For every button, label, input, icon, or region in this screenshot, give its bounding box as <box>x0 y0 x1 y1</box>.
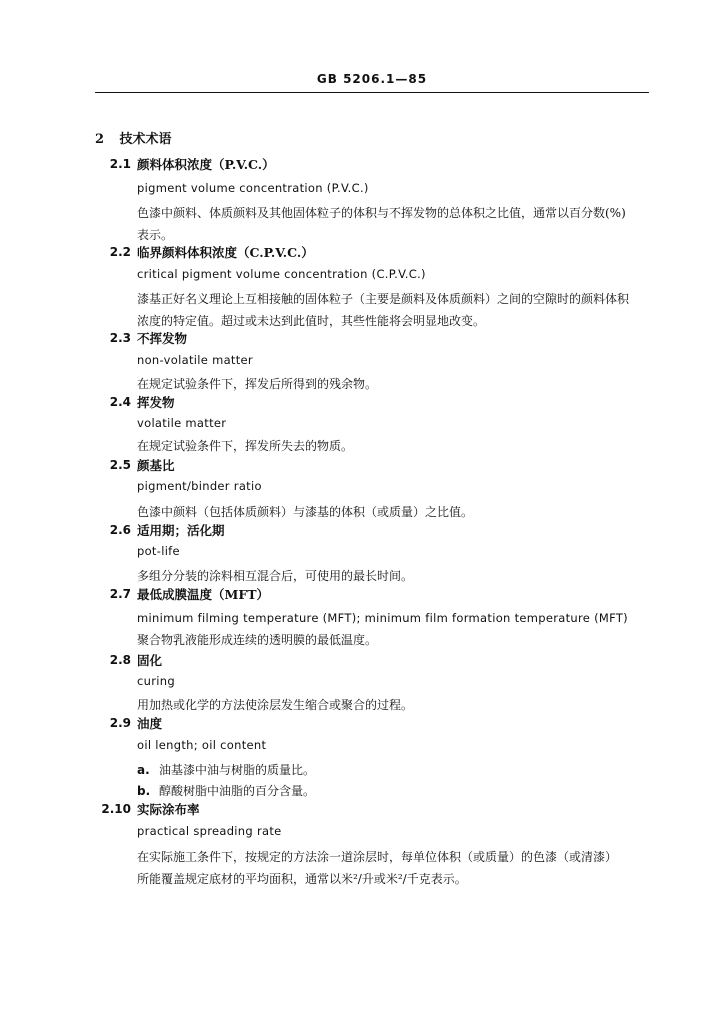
term-zh: 挥发物 <box>137 395 175 410</box>
section-number: 2 <box>95 132 105 147</box>
list-item <box>137 761 315 778</box>
term-definition-line: 色漆中颜料、体质颜料及其他固体粒子的体积与不挥发物的总体积之比值，通常以百分数(%) <box>137 206 626 220</box>
section-title-text: 技术术语 <box>119 132 172 147</box>
term-en: pigment volume concentration (P.V.C.) <box>137 181 369 195</box>
term-en: non-volatile matter <box>137 353 253 367</box>
term-number: 2.1 <box>109 157 131 171</box>
term-zh: 临界颜料体积浓度（C.P.V.C.） <box>137 245 314 260</box>
term-number: 2.3 <box>109 331 131 345</box>
list-item-label: b. <box>137 784 151 798</box>
list-item <box>137 782 315 799</box>
section-title <box>95 128 172 147</box>
term-zh: 油度 <box>137 716 163 731</box>
term-zh: 颜料体积浓度（P.V.C.） <box>137 157 275 172</box>
term-zh: 实际涂布率 <box>137 802 200 817</box>
term-definition-line: 色漆中颜料（包括体质颜料）与漆基的体积（或质量）之比值。 <box>137 505 474 519</box>
term-zh: 颜基比 <box>137 458 175 473</box>
header-rule <box>95 92 649 93</box>
term-number: 2.7 <box>109 587 131 601</box>
term-definition-line: 漆基正好名义理论上互相接触的固体粒子（主要是颜料及体质颜料）之间的空隙时的颜料体积 <box>137 292 630 306</box>
term-number: 2.4 <box>109 395 131 409</box>
term-number: 2.10 <box>101 802 131 816</box>
term-definition-line: 聚合物乳液能形成连续的透明膜的最低温度。 <box>137 633 378 647</box>
term-en: practical spreading rate <box>137 824 282 838</box>
term-definition-line: 在实际施工条件下，按规定的方法涂一道涂层时，每单位体积（或质量）的色漆（或清漆） <box>137 850 618 864</box>
term-number: 2.9 <box>109 716 131 730</box>
list-item-label: a. <box>137 763 150 777</box>
term-zh: 适用期；活化期 <box>137 523 225 538</box>
term-zh: 不挥发物 <box>137 331 188 346</box>
term-definition-line: 浓度的特定值。超过或未达到此值时，其些性能将会明显地改变。 <box>137 314 486 328</box>
term-number: 2.5 <box>109 458 131 472</box>
term-number: 2.8 <box>109 653 131 667</box>
term-definition-line: 多组分分装的涂料相互混合后，可使用的最长时间。 <box>137 569 414 583</box>
term-en: volatile matter <box>137 416 227 430</box>
standard-code-header: GB 5206.1—85 <box>316 72 428 86</box>
term-en: curing <box>137 674 175 688</box>
term-en: critical pigment volume concentration (C.P.V.C.) <box>137 267 426 281</box>
term-zh: 固化 <box>137 653 163 668</box>
term-definition-line: 在规定试验条件下，挥发后所得到的残余物。 <box>137 377 378 391</box>
term-definition-line: 所能覆盖规定底材的平均面积，通常以米²/升或米²/千克表示。 <box>137 872 467 886</box>
term-number: 2.2 <box>109 245 131 259</box>
list-item-text: 醇酸树脂中油脂的百分含量。 <box>159 784 316 798</box>
term-en: pigment/binder ratio <box>137 479 262 493</box>
list-item-text: 油基漆中油与树脂的质量比。 <box>159 763 316 777</box>
term-zh: 最低成膜温度（MFT） <box>137 587 270 602</box>
term-en: pot-life <box>137 544 180 558</box>
term-definition-line: 表示。 <box>137 228 174 242</box>
term-definition-line: 在规定试验条件下，挥发所失去的物质。 <box>137 439 354 453</box>
term-definition-line: 用加热或化学的方法使涂层发生缩合或聚合的过程。 <box>137 698 414 712</box>
term-number: 2.6 <box>109 523 131 537</box>
term-en: minimum filming temperature (MFT); minimum film formation temperature (MFT) <box>137 611 628 625</box>
term-en: oil length; oil content <box>137 738 267 752</box>
